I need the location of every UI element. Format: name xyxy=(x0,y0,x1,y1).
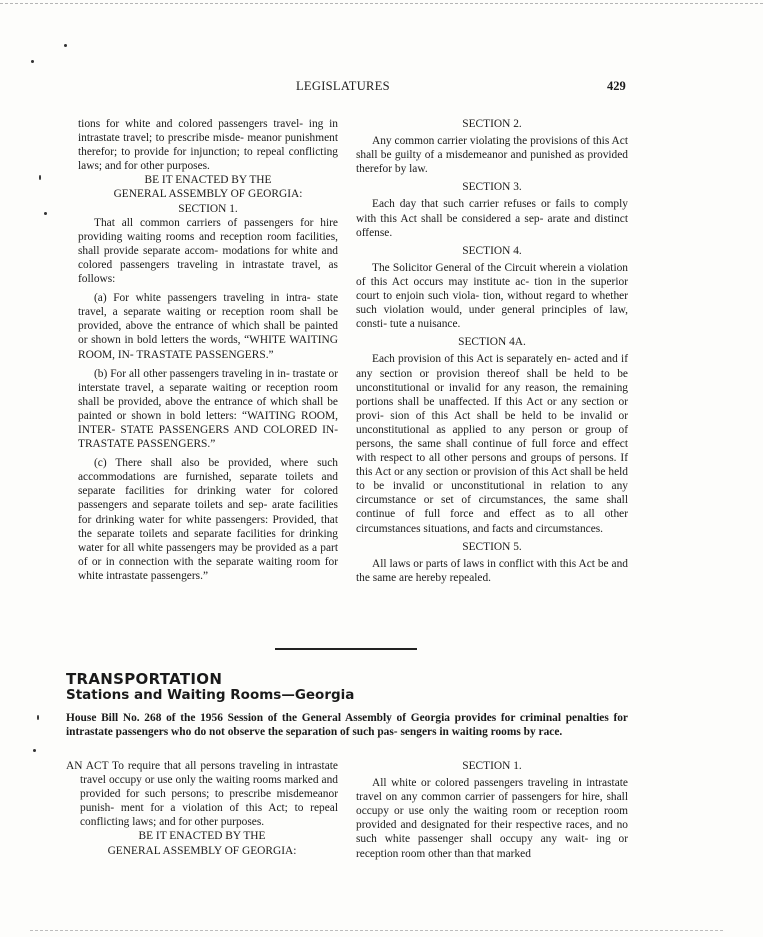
running-title: LEGISLATURES xyxy=(296,79,390,93)
section-5-text: All laws or parts of laws in conflict with this Act be and the same are hereby repealed. xyxy=(356,557,628,584)
bill-summary: House Bill No. 268 of the 1956 Session of the General Assembly of Georgia provides for criminal penalties for intrastate passengers who do not observe the separation of such pas- sengers in waiting rooms by race. xyxy=(66,712,628,739)
ink-speck xyxy=(33,749,36,752)
paragraph-a: (a) For white passengers traveling in intra- state travel, a separate waiting or reception room shall be provided, above the entrance of which shall be painted or shown in bold letters the words, “WHITE WAITING ROOM, IN- TRASTATE PASSENGERS.” xyxy=(78,292,338,361)
section-heading: SECTION 4. xyxy=(462,244,522,257)
section-4-text: The Solicitor General of the Circuit wherein a violation of this Act occurs may institute ac- tion in the superior court to enjoin such viola- tion, without regard to whether such violation would, under general principles of law, consti- tute a nuisance. xyxy=(356,261,628,331)
topic-heading: TRANSPORTATION xyxy=(66,670,223,688)
ink-speck xyxy=(64,44,67,47)
left-column-top xyxy=(78,117,338,583)
ink-speck xyxy=(37,715,39,720)
right-column-bottom xyxy=(356,759,628,861)
ink-speck xyxy=(31,60,34,63)
section-heading: SECTION 2. xyxy=(462,118,522,130)
section-heading: SECTION 3. xyxy=(462,181,522,194)
section-divider xyxy=(275,648,417,650)
page-number: 429 xyxy=(607,79,626,93)
ink-speck xyxy=(44,212,47,215)
running-head xyxy=(0,79,763,97)
paragraph-c: (c) There shall also be provided, where such accommodations are furnished, separate toilets and separate facilities for drinking water for colored passengers and separate toilets and sep- arate facilities for drinking water for white passengers: Provided, that the separate toilets and separate facilities for drinking water for all white passengers may be provided as a part of or in connection with the separate waiting room for white intrastate passengers.” xyxy=(78,457,338,582)
section-heading: SECTION 1. xyxy=(178,202,238,215)
topic-subheading: Stations and Waiting Rooms—Georgia xyxy=(66,687,355,703)
section-3-text: Each day that such carrier refuses or fails to comply with this Act shall be considered a sep- arate and distinct offense. xyxy=(356,198,628,239)
enacting-clause-line-1: BE IT ENACTED BY THE xyxy=(138,830,266,843)
act-title-continuation: tions for white and colored passengers travel- ing in intrastate travel; to prescribe misde- meanor punishment therefor; to provide for injunction; to repeal conflicting laws; and for other purposes. xyxy=(78,118,338,173)
act-title: AN ACT To require that all persons traveling in intrastate travel occupy or use only the waiting rooms marked and provided for such persons; to prescribe misdemeanor punish- ment for a violation of this Act; to repeal conflicting laws; and for other purposes. xyxy=(66,760,338,829)
ink-speck xyxy=(39,175,41,180)
left-column-bottom xyxy=(66,759,338,858)
enacting-clause-line-1: BE IT ENACTED BY THE xyxy=(144,174,272,187)
section-4a-text: Each provision of this Act is separately en- acted and if any section or provision thereof shall be held to be unconstitutional or invalid for any reason, the remaining portions shall be unaffected. If this Act or any section or provi- sion of this Act shall be held to be invalid or unconstitutional as applied to any person or group of persons, the same shall continue of full force and effect with respect to all other persons and groups of persons. If this Act or any section or provision of this Act shall be held to be invalid or unconstitutional in relation to any circumstance or set of circumstances, the same shall continue of full force and effect as to all other circumstances situations, and facts and circumstances. xyxy=(356,353,628,535)
paragraph-b: (b) For all other passengers traveling in in- trastate or interstate travel, a separate waiting or reception room shall be provided, above the entrance of which shall be painted or shown in bold letters: “WAITING ROOM, INTER- STATE PASSENGERS AND COLORED IN- TRASTATE PASSENGERS.” xyxy=(78,367,338,451)
page-edge-bottom xyxy=(30,930,723,931)
section-2-text: Any common carrier violating the provisions of this Act shall be guilty of a misdemeanor and punished as provided therefor by law. xyxy=(356,135,628,176)
section-heading: SECTION 1. xyxy=(462,760,522,772)
right-column-top xyxy=(356,117,628,585)
section-1-text: All white or colored passengers traveling in intrastate travel on any common carrier of passengers for hire, shall occupy or use only the waiting room or reception room provided and designated for their respective races, and no such white passenger shall occupy any wait- ing or reception room other than that marked xyxy=(356,777,628,860)
enacting-clause-line-2: GENERAL ASSEMBLY OF GEORGIA: xyxy=(113,188,303,201)
section-heading: SECTION 5. xyxy=(462,540,522,553)
section-1-text: That all common carriers of passengers for hire providing waiting rooms and reception room facilities, shall provide separate accom- modations for white and colored passengers traveling in intrastate travel, as follows: xyxy=(78,216,338,286)
enacting-clause-line-2: GENERAL ASSEMBLY OF GEORGIA: xyxy=(107,844,297,857)
page-edge-top xyxy=(0,3,763,4)
section-heading: SECTION 4A. xyxy=(458,336,526,349)
